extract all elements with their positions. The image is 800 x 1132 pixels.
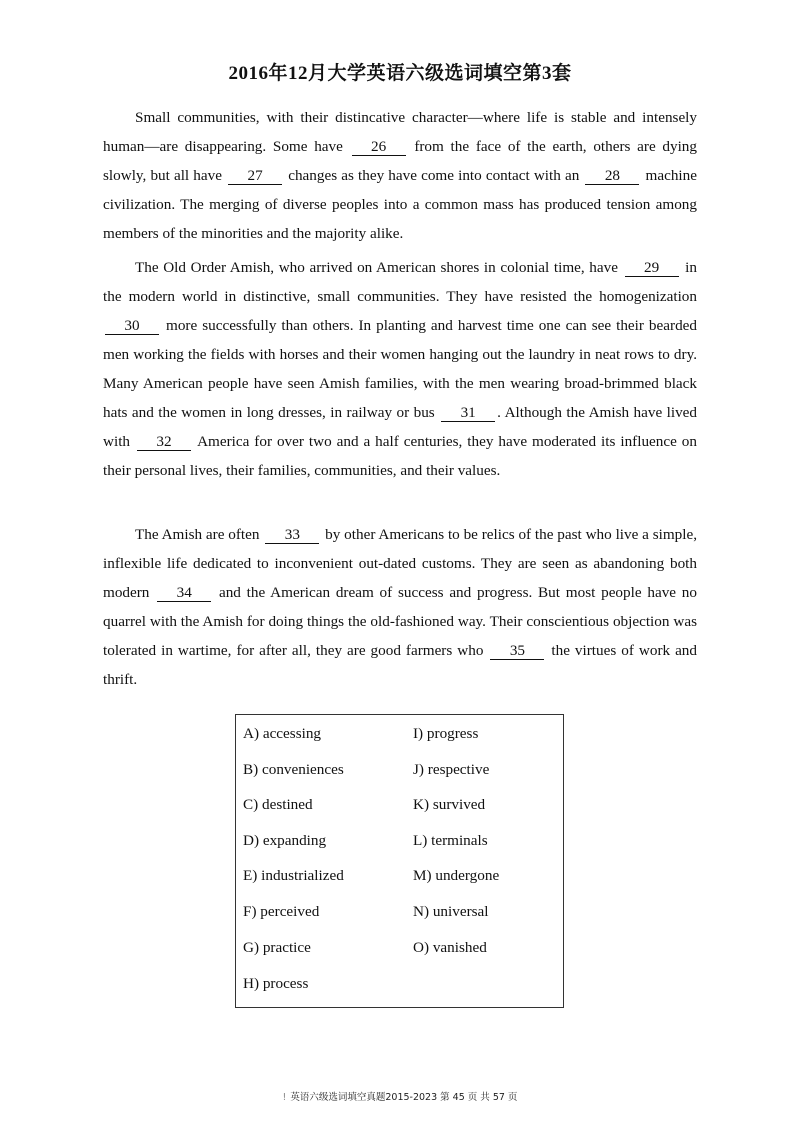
option-i: I) progress bbox=[413, 725, 479, 742]
paragraph-1 bbox=[103, 103, 697, 248]
option-f: F) perceived bbox=[243, 903, 320, 920]
p2-text-1: The Old Order Amish, who arrived on American shores in colonial time, have bbox=[135, 259, 618, 276]
option-g: G) practice bbox=[243, 939, 311, 956]
blank-27: 27 bbox=[228, 167, 282, 185]
option-j: J) respective bbox=[413, 761, 490, 778]
p2-text-4: . Although the Amish have lived with bbox=[103, 404, 697, 450]
p1-text-1: Small communities, with their distincative character—where life is stable and intensely human—are disappearing. Some have bbox=[103, 109, 697, 155]
blank-35: 35 bbox=[490, 642, 544, 660]
p2-text-3: more successfully than others. In planting and harvest time one can see their bearded men working the fields with horses and their women hanging out the laundry in neat rows to dry. Many American people have seen Amish families, with the men wearing broad-brimmed black hats and the women in long dresses, in railway or bus bbox=[103, 317, 697, 421]
p2-text-2: in the modern world in distinctive, small communities. They have resisted the homogenization bbox=[103, 259, 697, 305]
option-n: N) universal bbox=[413, 903, 489, 920]
blank-33: 33 bbox=[265, 526, 319, 544]
blank-34: 34 bbox=[157, 584, 211, 602]
option-d: D) expanding bbox=[243, 832, 327, 849]
option-o: O) vanished bbox=[413, 939, 487, 956]
option-a: A) accessing bbox=[243, 725, 322, 742]
paragraph-3 bbox=[103, 520, 697, 694]
p1-text-2: from the face of the earth, others are dying slowly, but all have bbox=[103, 138, 697, 184]
option-l: L) terminals bbox=[413, 832, 488, 849]
p3-text-3: and the American dream of success and progress. But most people have no quarrel with the Amish for doing things the old-fashioned way. Their conscientious objection was tolerated in wartime, for after all, they are good farmers who bbox=[103, 584, 697, 659]
p3-text-2: by other Americans to be relics of the past who live a simple, inflexible life dedicated to inconvenient out-dated customs. They are seen as abandoning both modern bbox=[103, 526, 698, 601]
option-k: K) survived bbox=[413, 796, 486, 813]
option-h: H) process bbox=[243, 975, 309, 992]
blank-30: 30 bbox=[105, 317, 159, 335]
blank-31: 31 bbox=[441, 404, 495, 422]
blank-26: 26 bbox=[352, 138, 406, 156]
blank-29: 29 bbox=[625, 259, 679, 277]
p3-text-1: The Amish are often bbox=[135, 526, 260, 543]
p3-text-4: the virtues of work and thrift. bbox=[103, 642, 697, 688]
p1-text-4: machine civilization. The merging of diverse peoples into a common mass has produced tension among members of the minorities and the majority alike. bbox=[103, 167, 697, 242]
option-b: B) conveniences bbox=[243, 761, 344, 778]
footer-text: 英语六级选词填空真题2015-2023 第 45 页 共 57 页 bbox=[290, 1092, 518, 1103]
option-m: M) undergone bbox=[413, 867, 500, 884]
paragraph-2 bbox=[103, 253, 697, 485]
blank-32: 32 bbox=[137, 433, 191, 451]
page-footer bbox=[0, 1089, 800, 1103]
option-e: E) industrialized bbox=[243, 867, 344, 884]
blank-28: 28 bbox=[585, 167, 639, 185]
page-title: 2016年12月大学英语六级选词填空第3套 bbox=[228, 63, 572, 84]
word-bank bbox=[235, 714, 564, 1008]
p2-text-5: America for over two and a half centuries, they have moderated its influence on their personal lives, their families, communities, and their values. bbox=[103, 433, 697, 479]
p1-text-3: changes as they have come into contact with an bbox=[288, 167, 580, 184]
option-c: C) destined bbox=[243, 796, 313, 813]
footer-mark: ! bbox=[282, 1092, 287, 1103]
